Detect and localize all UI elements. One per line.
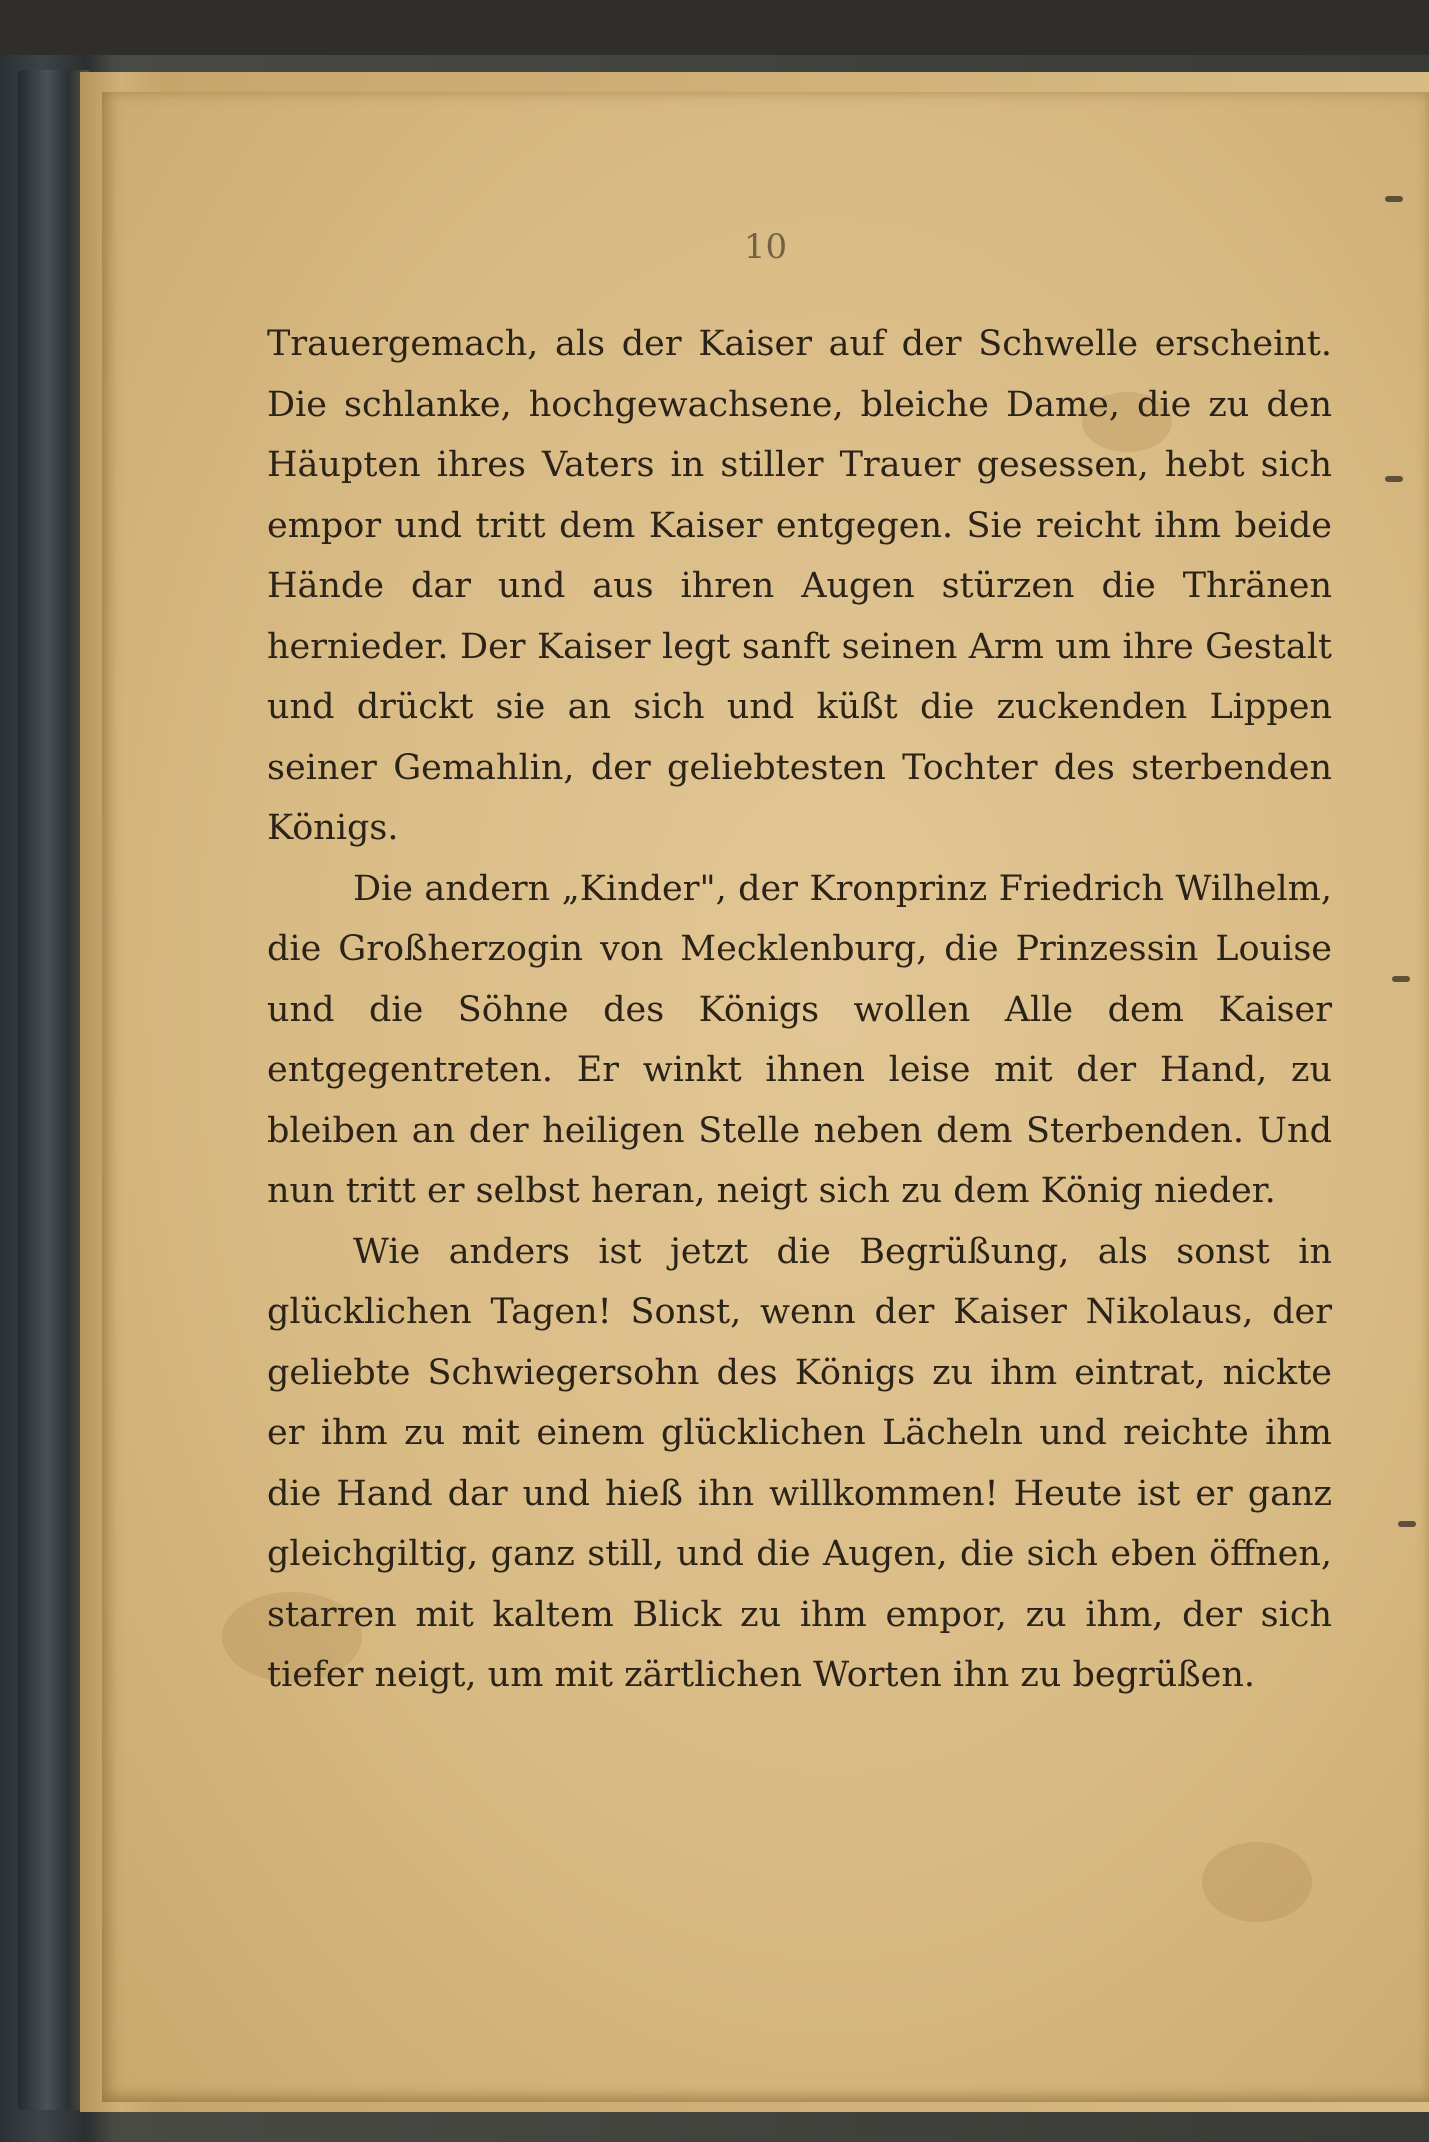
page-edge-mark [1385,196,1403,202]
page-edge-mark [1385,476,1403,482]
paragraph-1: Trauergemach, als der Kaiser auf der Schwelle erscheint. Die schlanke, hochgewachsene, bleiche Dame, die zu den Häupten ihres Vaters in stiller Trauer gesessen, hebt sich empor und tritt dem Kaiser entgegen. Sie reicht ihm beide Hände dar und aus ihren Augen stürzen die Thränen hernieder. Der Kaiser legt sanft seinen Arm um ihre Gestalt und drückt sie an sich und küßt die zuckenden Lippen seiner Gemahlin, der geliebtesten Tochter des sterbenden Königs. [267,324,1332,848]
page-number: 10 [743,227,788,267]
paragraph-2: Die andern „Kinder", der Kronprinz Friedrich Wilhelm, die Großherzogin von Mecklenburg, die Prinzessin Louise und die Söhne des Königs wollen Alle dem Kaiser entgegentreten. Er winkt ihnen leise mit der Hand, zu bleiben an der heiligen Stelle neben dem Sterbenden. Und nun tritt er selbst heran, neigt sich zu dem König nieder. [267,868,1332,1211]
body-text [267,314,1332,1706]
paragraph-3: Wie anders ist jetzt die Begrüßung, als sonst in glücklichen Tagen! Sonst, wenn der Kaiser Nikolaus, der geliebte Schwiegersohn des Königs zu ihm eintrat, nickte er ihm zu mit einem glücklichen Lächeln und reichte ihm die Hand dar und hieß ihn willkommen! Heute ist er ganz gleichgiltig, ganz still, und die Augen, die sich eben öffnen, starren mit kaltem Blick zu ihm empor, zu ihm, der sich tiefer neigt, um mit zärtlichen Worten ihn zu begrüßen. [267,1231,1332,1695]
foxing-stain [1202,1842,1312,1922]
book-page [102,92,1429,2102]
page-edge-mark [1398,1521,1416,1527]
page-edge-mark [1392,976,1410,982]
